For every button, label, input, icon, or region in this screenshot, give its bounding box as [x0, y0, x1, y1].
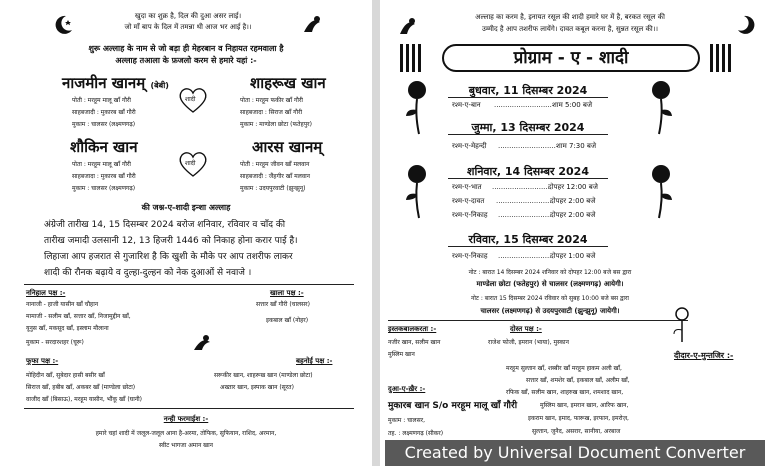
event-6-time: दोपहर 1:00 बजे — [550, 252, 596, 260]
day-1-date: बुधवार, 11 दिसम्बर 2024 — [468, 84, 588, 97]
para-line-2: तारीख जमादी उलसानी 12, 13 हिजरी 1446 को निकाह होना करार पाई है। — [44, 236, 298, 246]
fufa-line-1: मोहिदीन खाँ, सुबेदार हासी बसीर खाँ — [26, 372, 105, 379]
program-banner: प्रोग्राम - ए - शादी — [442, 44, 700, 72]
deedar-line-1: मरहूम सुल्तान खाँ, शब्बीर खाँ मरहूम हाकम अली खाँ, — [506, 365, 622, 372]
groom-1-detail-3: मुकाम : माण्डेला छोटा (फतेहपुर) — [240, 121, 312, 128]
groom-1-name: शाहरूख खान — [250, 74, 326, 92]
right-verse-line-2: उम्मीद है आप तशरीफ लायेंगे। दावत कबूल करना है, सुन्नत रसूल की।। — [482, 25, 658, 33]
behnoi-title: बहनोई पक्ष :- — [296, 357, 333, 365]
right-verse-line-1: अल्लाह का करम है, इनायत रसूल की शादी हमारे घर में है, बरकत रसूल की — [475, 13, 665, 21]
heart-label: शादी — [185, 96, 196, 103]
right-program-page — [380, 0, 768, 466]
day-4-date: रविवार, 15 दिसम्बर 2024 — [468, 233, 588, 246]
event-3-time: दोपहर 12:00 बजे — [548, 183, 598, 191]
event-6-dots: ........................ — [498, 252, 552, 260]
bride-1-name: नाजमीन खानम् (बेबी) — [62, 74, 169, 92]
event-4-time: दोपहर 2:00 बजे — [550, 197, 596, 205]
page-gutter — [372, 0, 380, 466]
bride-2-name: शौकिन खान — [70, 138, 138, 156]
rose-icon-2 — [646, 80, 676, 136]
dua-title: दुआ-ए-ख़ैर :- — [388, 385, 426, 393]
event-1-dots: .......................... — [494, 101, 552, 109]
rose-icon-4 — [646, 164, 676, 220]
istaqbal-line-2: मुस्लिम खान — [388, 351, 415, 358]
jashn-title: की जश्न-ए-शादी इन्शा अल्लाह — [141, 203, 231, 212]
event-3-name: रश्म-ए-भात — [452, 183, 482, 191]
khala-title: खाला पक्ष :- — [270, 289, 304, 297]
event-1-name: रश्म-ए-बान — [452, 101, 481, 109]
flower-stem-icon — [670, 306, 694, 344]
khala-line-1: सत्तार खाँ गौरी (चालसर) — [256, 301, 310, 308]
event-4-name: रश्म-ए-दावत — [452, 197, 485, 205]
nanhi-line-2: स्वीट भागजा अमान खान — [159, 442, 213, 449]
nanihal-line-4: मुकाम - सरदारशहर (चूरू) — [26, 339, 84, 346]
fufa-title: फूफा पक्ष :- — [26, 357, 59, 365]
top-verse-line-2: जो माँ बाप के दिल में तमन्ना थी आज भर आई है।। — [124, 23, 252, 31]
crescent-moon-icon-right — [736, 14, 758, 36]
banner-left-bars — [400, 44, 440, 72]
bride-1-detail-2: साहबजादी : मुकारब खाँ गौरी — [72, 109, 136, 116]
bird-flower-icon-right — [396, 14, 418, 38]
note-1-line-2: माण्डेला छोटा (फतेहपुर) से चालसर (लक्ष्मणगढ़) आयेगी। — [476, 280, 624, 288]
behnoi-line-2: अख्तार खान, इस्पाक खान (सूरत) — [220, 384, 294, 391]
event-5-name: रश्म-ए-निकाह — [452, 211, 488, 219]
dua-line-1: मुकाम : चालसर, — [388, 417, 426, 424]
event-4-dots: ......................... — [496, 197, 552, 205]
dua-line-2: तह. : लक्ष्मणगढ़ (सीकर) — [388, 430, 444, 437]
event-5-dots: ........................ — [498, 211, 552, 219]
nanihal-line-1: नानाजी - हाजी यासीन खाँ चौहान — [26, 301, 99, 308]
top-verse-line-1: खुदा का शुक्र है, दिल की दुआ असर लाई। — [134, 12, 242, 20]
event-6-name: रश्म-ए-निकाह — [452, 252, 488, 260]
para-line-3: लिहाजा आप हजरात से गुजारिश है कि खुशी के मौके पर आप तशरीफ लाकर — [44, 252, 293, 262]
groom-2-detail-3: मुकाम : उदयपुरवाटी (झुन्झुनू) — [240, 185, 306, 192]
note-2-line-1: नोट : बारात 15 दिसम्बर 2024 रविवार को सुबह 10:00 बजे बस द्वारा — [471, 295, 629, 302]
dost-line-1: राजेश फोजी, इमरान (भाया), मुस्कान — [488, 339, 569, 346]
bird-flower-icon — [300, 12, 324, 38]
bride-2-detail-1: पोता : मरहूम मालू खाँ गौरी — [72, 161, 131, 168]
deedar-line-2: सत्तार खाँ, शमशेर खाँ, इकबाल खाँ, अलीम खाँ, — [526, 377, 630, 384]
nanhi-title: नन्ही फरमाईश :- — [163, 415, 209, 423]
nanihal-line-2: मामाजी - सलीम खाँ, सत्तार खाँ, निजामुद्दीन खाँ, — [26, 313, 131, 320]
banner-right-bars — [710, 44, 750, 72]
groom-2-name: आरस खानम् — [252, 138, 323, 156]
fufa-line-3: वाजीद खाँ (बिसाऊ), मरहूम यासीन, भौंकू खाँ (घानी) — [26, 396, 142, 403]
rose-icon-3 — [402, 164, 432, 220]
event-2-time: शाम 7:30 बजे — [556, 142, 597, 150]
bride-2-detail-2: साहबजादा : मुकारब खाँ गौरी — [72, 173, 136, 180]
event-2-dots: .......................... — [498, 142, 556, 150]
fufa-line-2: सिराज खाँ, हबीब खाँ, अकबर खाँ (माण्डेला छोटा) — [26, 384, 136, 391]
event-1-time: शाम 5:00 बजे — [552, 101, 593, 109]
rose-icon — [402, 80, 432, 136]
deedar-line-4: मुस्लिम खान, इमरान खान, आरिफ खान, — [540, 402, 629, 409]
behnoi-line-1: सरूकीर खान, शाहरूख खान (माण्डेला छोटा) — [214, 372, 313, 379]
groom-2-detail-2: साहबजादी : जैंहगीर खाँ मलवान — [240, 173, 310, 180]
converter-watermark: Created by Universal Document Converter — [385, 440, 765, 466]
nanihal-line-3: यूनुस खाँ, मकसूद खाँ, इस्लाम मौलाना — [26, 325, 109, 332]
bride-1-detail-1: पोती : मरहूम मालू खाँ गौरी — [72, 97, 131, 104]
bride-2-detail-3: मुकाम : चालसर (लक्ष्मणगढ़) — [72, 185, 136, 192]
day-3-date: शनिवार, 14 दिसम्बर 2024 — [467, 165, 589, 178]
note-2-line-2: चालसर (लक्ष्मणगढ़) से उदयपुरवाटी (झुन्झुनू) जायेगी। — [480, 307, 620, 315]
khala-line-2: इकबाल खाँ (नोहर) — [266, 317, 309, 324]
left-invitation-page — [0, 0, 372, 466]
para-line-1: अंग्रेजी तारीख 14, 15 दिसम्बर 2024 बरोज शनिवार, रविवार व चाँद की — [44, 220, 286, 230]
event-3-dots: .......................... — [492, 183, 550, 191]
heart-label-2: शादी — [185, 160, 196, 167]
dua-name: मुकारब खान S/o मरहूम मालू खाँ गौरी — [388, 401, 518, 411]
bride-1-detail-3: मुकाम : चालसर (लक्ष्मणगढ़) — [72, 121, 136, 128]
nanhi-line-1: हमारे चहां शादी में जलूल-जलूल आना है-अरमा, तोफिक, सुफियान, राशिद, अरमान, — [95, 430, 277, 437]
istaqbal-line-1: नजीर खान, सलीम खान — [388, 339, 441, 346]
flower-icon — [190, 330, 214, 354]
groom-2-detail-1: पोती : मरहूम जीवन खाँ मलवान — [240, 161, 310, 168]
crescent-moon-icon — [52, 14, 74, 36]
note-1-line-1: नोट : बारात 14 दिसम्बर 2024 शनिवार को दोपहर 12:00 बजे बस द्वारा — [468, 269, 632, 276]
deedar-title: दीदार-ए-मुन्तजिर :- — [674, 351, 734, 360]
event-2-name: रश्म-ए-मेहन्दी — [452, 142, 487, 150]
bismillah-line-2: अल्लाह तआला के फ़जलो करम से हमारे यहां :- — [115, 56, 257, 65]
day-2-date: जुम्मा, 13 दिसम्बर 2024 — [471, 121, 585, 134]
dost-title: दोस्त पक्ष :- — [510, 325, 542, 333]
deedar-line-5: इकराम खान, इमाद, फारूख, इरफान, इमरोज़, — [528, 415, 629, 422]
event-5-time: दोपहर 2:00 बजे — [550, 211, 596, 219]
deedar-line-3: रफिक खाँ, सलीम खान, शाहरुख खान, शमशाद खान, — [506, 389, 624, 396]
nanihal-title: ननिहाल पक्ष :- — [26, 289, 66, 297]
para-line-4: शादी की रौनक बढ़ाये व दुल्हा-दुल्हन को नेक दुआओं से नवाजे । — [44, 268, 252, 278]
bismillah-line-1: शुरू अल्लाह के नाम से जो बड़ा ही मेहरबान व निहायत रहमवाला है — [88, 44, 284, 53]
groom-1-detail-1: पोता : मरहूम फकीर खाँ गौरी — [240, 97, 303, 104]
groom-1-detail-2: साहबजादा : सिराज खाँ गौरी — [240, 109, 303, 116]
deedar-line-6: सुल्तान, जुनैद, असरार, सानीया, अरबाज — [532, 428, 621, 435]
istaqbal-title: इस्तकबालकरता :- — [388, 325, 437, 333]
